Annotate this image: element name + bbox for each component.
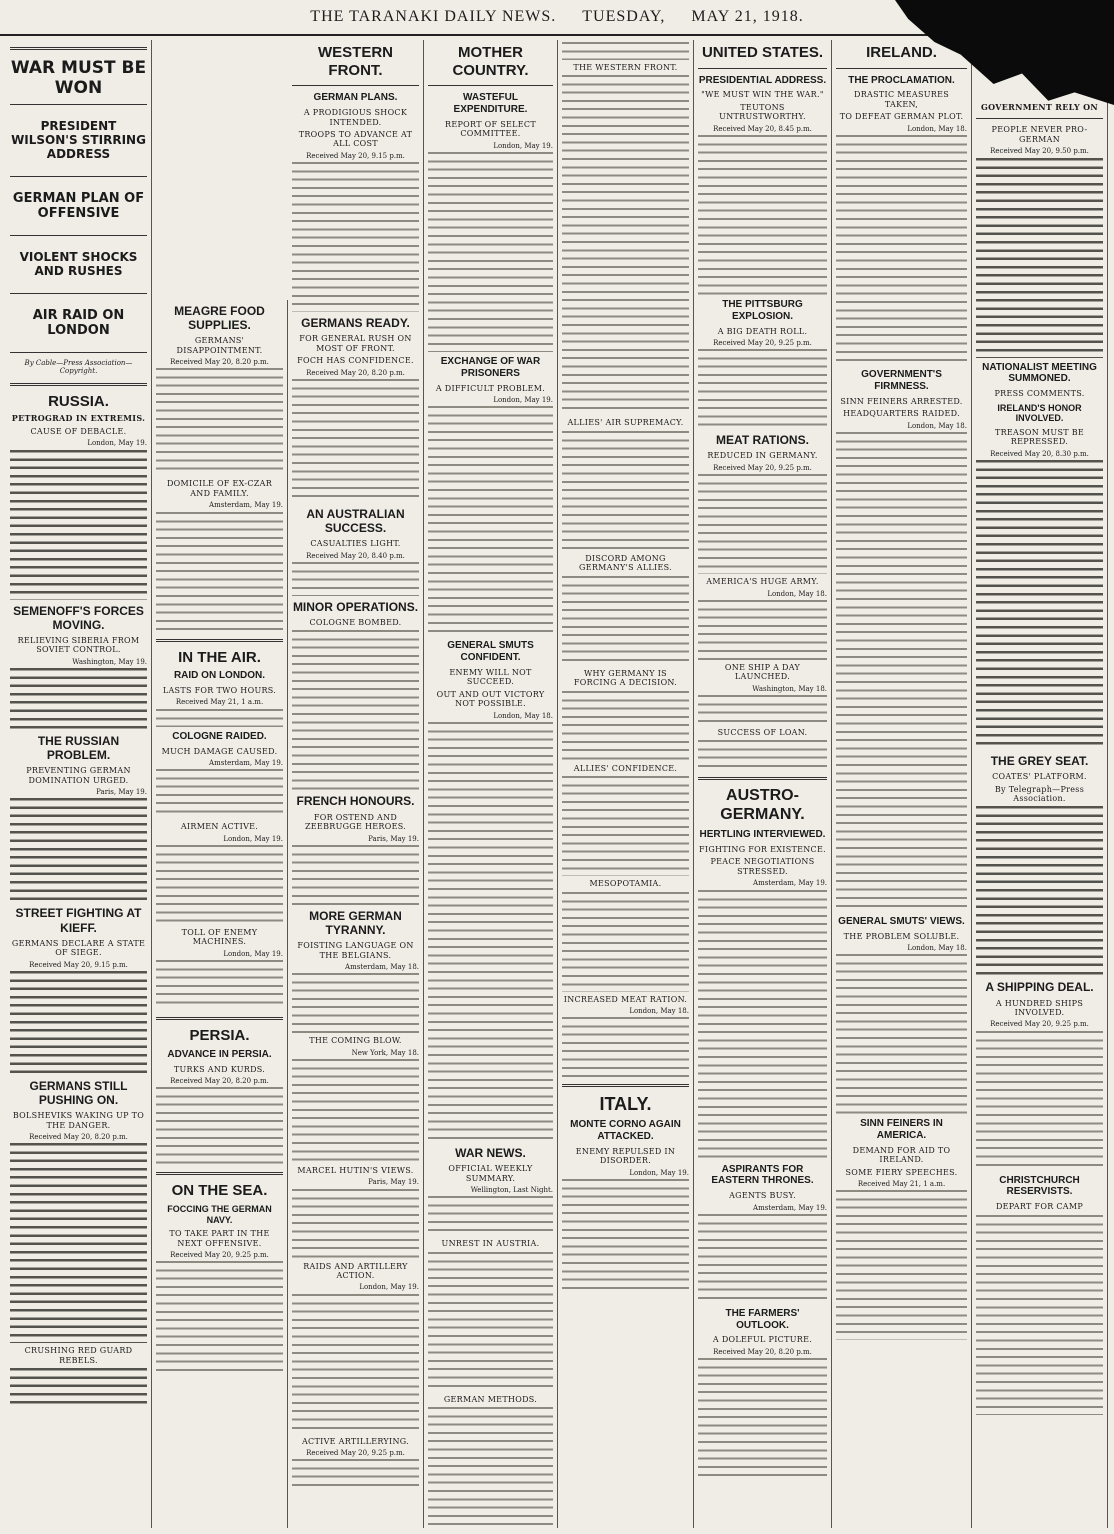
article-body <box>428 406 553 636</box>
article-body <box>698 695 827 725</box>
dateline: Received May 20, 9.25 p.m. <box>713 463 812 472</box>
dateline: Received May 20, 8.20 p.m. <box>170 1076 269 1085</box>
subhead: A PRODIGIOUS SHOCK INTENDED. <box>303 108 408 127</box>
subhead: A BIG DEATH ROLL. <box>717 326 808 336</box>
article-body <box>976 806 1103 976</box>
article-body <box>562 75 689 415</box>
subhead: GERMANS DECLARE A STATE OF SIEGE. <box>11 938 146 958</box>
subhead: TEUTONS UNTRUSTWORTHY. <box>719 102 806 122</box>
subhead: MESOPOTAMIA. <box>589 879 662 889</box>
dateline: Received May 20, 9.50 p.m. <box>990 147 1089 156</box>
dateline: London, May 18. <box>907 944 967 952</box>
section-christchurch: CHRISTCHURCH RESERVISTS. <box>999 1174 1080 1198</box>
section-farmers: THE FARMERS' OUTLOOK. <box>725 1307 800 1331</box>
subhead: FOCCING THE GERMAN NAVY. <box>167 1203 272 1225</box>
divider <box>10 47 147 50</box>
divider <box>698 777 827 780</box>
subhead: GERMANS' DISAPPOINTMENT. <box>176 336 263 355</box>
section-western-front: WESTERN FRONT. <box>318 44 393 79</box>
dateline: London, May 18. <box>907 421 967 430</box>
subhead: THE WESTERN FRONT. <box>573 63 678 72</box>
section-smuts-views: GENERAL SMUTS' VIEWS. <box>838 915 965 927</box>
subhead: GERMAN PLANS. <box>313 92 398 104</box>
article-body <box>698 135 827 295</box>
section-russia: RUSSIA. <box>48 392 109 410</box>
article-body <box>698 600 827 660</box>
subhead: PRESIDENTIAL ADDRESS. <box>698 74 827 86</box>
article-body <box>428 1196 553 1236</box>
subhead: IRELAND'S HONOR INVOLVED. <box>997 402 1082 424</box>
dateline: Amsterdam, May 18. <box>345 962 419 971</box>
subhead: ACTIVE ARTILLERYING. <box>301 1436 410 1446</box>
article-body <box>156 769 283 819</box>
subhead: RAIDS AND ARTILLERY ACTION. <box>303 1261 408 1281</box>
subhead: ADVANCE IN PERSIA. <box>167 1048 272 1060</box>
section-nationalist-meeting: NATIONALIST MEETING SUMMONED. <box>982 361 1097 385</box>
article-body <box>976 158 1103 358</box>
article-body <box>836 135 967 365</box>
article-body <box>156 960 283 1010</box>
article-body <box>292 379 419 503</box>
article-body <box>698 890 827 1160</box>
section-in-the-air: IN THE AIR. <box>178 648 261 666</box>
section-on-the-sea: ON THE SEA. <box>171 1182 268 1200</box>
divider <box>976 118 1103 119</box>
article-body <box>698 1358 827 1478</box>
divider <box>836 68 967 69</box>
section-shipping-deal: A SHIPPING DEAL. <box>985 980 1094 995</box>
headline-shocks: VIOLENT SHOCKS AND RUSHES <box>19 250 138 279</box>
subhead: DEPART FOR CAMP <box>995 1202 1084 1212</box>
dateline: Received May 20, 8.20 p.m. <box>713 1347 812 1356</box>
section-kieff: STREET FIGHTING AT KIEFF. <box>15 906 142 935</box>
article-body <box>562 892 689 992</box>
divider <box>10 383 147 386</box>
subhead: TROOPS TO ADVANCE AT ALL COST <box>298 130 413 149</box>
article-body <box>562 42 689 60</box>
subhead: FOISTING LANGUAGE ON THE BELGIANS. <box>297 941 414 960</box>
section-ireland: IRELAND. <box>866 44 937 61</box>
subhead: "WE MUST WIN THE WAR." <box>701 90 824 100</box>
article-body <box>292 1459 419 1489</box>
subhead: WASTEFUL EXPENDITURE. <box>453 92 528 116</box>
headline-air-raid: AIR RAID ON LONDON <box>32 307 125 338</box>
divider <box>10 352 147 353</box>
dateline: Amsterdam, May 19. <box>753 1203 827 1212</box>
subhead: DOMICILE OF EX-CZAR AND FAMILY. <box>166 479 273 498</box>
divider <box>292 85 419 86</box>
subhead: TOLL OF ENEMY MACHINES. <box>181 927 258 947</box>
article-body <box>292 845 419 905</box>
divider <box>428 85 553 86</box>
subhead: PEOPLE NEVER PRO-GERMAN <box>991 125 1088 144</box>
subhead: MUCH DAMAGE CAUSED. <box>161 746 278 756</box>
dateline: London, May 19. <box>223 834 283 843</box>
cable-credit: By Cable—Press Association—Copyright. <box>24 359 133 376</box>
dateline: London, May 19. <box>493 396 553 405</box>
issue-date: MAY 21, 1918. <box>691 8 804 25</box>
section-russian-problem: THE RUSSIAN PROBLEM. <box>37 733 120 763</box>
dateline: Received May 20, 8.20 p.m. <box>306 368 405 377</box>
article-body <box>562 1179 689 1289</box>
subhead: AIRMEN ACTIVE. <box>180 822 259 832</box>
dateline: London, May 19. <box>359 1283 419 1292</box>
section-australian-success: AN AUSTRALIAN SUCCESS. <box>306 506 405 536</box>
article-body <box>428 1252 553 1392</box>
subhead: THE PROBLEM SOLUBLE. <box>843 931 960 941</box>
article-body <box>698 740 827 770</box>
subhead: CASUALTIES LIGHT. <box>310 539 401 549</box>
dateline: London, May 19. <box>87 439 147 448</box>
section-meat-rations: MEAT RATIONS. <box>716 433 809 448</box>
section-french-honours: FRENCH HONOURS. <box>296 794 415 809</box>
dateline: London, May 18. <box>767 589 827 598</box>
subhead: CAUSE OF DEBACLE. <box>30 426 127 436</box>
subhead: PRESS COMMENTS. <box>994 389 1085 399</box>
subhead: LASTS FOR TWO HOURS. <box>162 686 277 696</box>
subhead: DISCORD AMONG GERMANY'S ALLIES. <box>579 553 672 573</box>
column-3 <box>288 40 424 1528</box>
issue-day: TUESDAY, <box>582 8 666 25</box>
subhead: FIGHTING FOR EXISTENCE. <box>699 844 826 854</box>
divider <box>562 1084 689 1087</box>
article-body <box>836 954 967 1114</box>
column-2 <box>152 300 288 1528</box>
subhead: A HUNDRED SHIPS INVOLVED. <box>995 998 1084 1017</box>
subhead: OUT AND OUT VICTORY NOT POSSIBLE. <box>436 689 545 709</box>
dateline: Received May 20, 8.30 p.m. <box>990 449 1089 458</box>
subhead: SUCCESS OF LOAN. <box>717 727 808 737</box>
subhead: ENEMY REPULSED IN DISORDER. <box>575 1147 676 1166</box>
subhead: PEACE NEGOTIATIONS STRESSED. <box>710 857 815 876</box>
article-body <box>836 1190 967 1340</box>
article-body <box>156 709 283 727</box>
article-body <box>156 1261 283 1371</box>
subhead: PREVENTING GERMAN DOMINATION URGED. <box>26 766 131 785</box>
subhead: REDUCED IN GERMANY. <box>707 451 818 461</box>
subhead: ENEMY WILL NOT SUCCEED. <box>449 667 532 687</box>
subhead: RELIEVING SIBERIA FROM SOVIET CONTROL. <box>17 635 140 655</box>
column-1 <box>6 40 152 1528</box>
subhead: INCREASED MEAT RATION. <box>563 994 688 1004</box>
subhead: TO DEFEAT GERMAN PLOT. <box>839 112 964 122</box>
column-7 <box>832 40 972 1528</box>
subhead: HEADQUARTERS RAIDED. <box>843 409 960 419</box>
column-8 <box>972 100 1108 1528</box>
article-body <box>292 162 419 312</box>
subhead: TO TAKE PART IN THE NEXT OFFENSIVE. <box>169 1229 270 1248</box>
dateline: Received May 20, 9.25 p.m. <box>713 339 812 348</box>
subhead: ALLIES' AIR SUPREMACY. <box>567 418 684 428</box>
article-body <box>292 1294 419 1434</box>
dateline: London, May 18. <box>493 711 553 720</box>
article-body <box>562 691 689 761</box>
article-body <box>156 368 283 476</box>
article-body <box>976 1031 1103 1171</box>
section-aspirants: ASPIRANTS FOR EASTERN THRONES. <box>711 1163 814 1187</box>
column-4 <box>424 40 558 1528</box>
section-pittsburg: THE PITTSBURG EXPLOSION. <box>722 299 803 322</box>
subhead: TREASON MUST BE REPRESSED. <box>994 427 1085 447</box>
article-body <box>698 474 827 574</box>
article-body <box>292 973 419 1033</box>
divider <box>156 1017 283 1020</box>
article-body <box>976 1215 1103 1415</box>
subhead: TURKS AND KURDS. <box>173 1064 266 1074</box>
section-war-prisoners: EXCHANGE OF WAR PRISONERS <box>440 356 541 379</box>
divider <box>698 68 827 69</box>
article-body <box>836 432 967 912</box>
dateline: London, May 18. <box>907 124 967 133</box>
divider <box>10 293 147 294</box>
article-body <box>292 1059 419 1163</box>
divider <box>10 104 147 105</box>
subhead: ONE SHIP A DAY LAUNCHED. <box>724 662 801 682</box>
subhead: FOR OSTEND AND ZEEBRUGGE HEROES. <box>304 812 407 832</box>
dateline: Received May 21, 1 a.m. <box>175 698 264 707</box>
subhead: COATES' PLATFORM. <box>992 772 1087 782</box>
dateline: London, May 19. <box>493 141 553 150</box>
dateline: Received May 20, 8.45 p.m. <box>713 124 812 133</box>
dateline: Paris, May 19. <box>368 834 419 843</box>
divider <box>10 176 147 177</box>
section-grey-seat: THE GREY SEAT. <box>990 753 1089 768</box>
dateline: Amsterdam, May 19. <box>753 879 827 888</box>
article-body <box>698 1214 827 1304</box>
article-body <box>562 576 689 666</box>
subhead: RAID ON LONDON. <box>173 670 266 682</box>
section-cologne: COLOGNE RAIDED. <box>172 730 267 742</box>
article-body <box>562 431 689 551</box>
subhead: SOME FIERY SPEECHES. <box>845 1167 958 1177</box>
subhead: FOCH HAS CONFIDENCE. <box>297 356 414 366</box>
subhead: HERTLING INTERVIEWED. <box>699 829 826 841</box>
section-pushing-on: GERMANS STILL PUSHING ON. <box>29 1078 128 1107</box>
dateline: Paris, May 19. <box>368 1178 419 1187</box>
subhead: A DIFFICULT PROBLEM. <box>435 383 546 393</box>
subhead: MONTE CORNO AGAIN ATTACKED. <box>570 1119 681 1143</box>
divider <box>156 1172 283 1175</box>
section-minor-operations: MINOR OPERATIONS. <box>292 599 419 614</box>
subhead: By Telegraph—Press Association. <box>994 784 1085 803</box>
subhead: COLOGNE BOMBED. <box>309 618 402 628</box>
section-italy: ITALY. <box>599 1094 652 1115</box>
section-govt-firmness: GOVERNMENT'S FIRMNESS. <box>861 369 942 392</box>
section-mother-country: MOTHER COUNTRY. <box>452 44 529 79</box>
subhead: GOVERNMENT RELY ON <box>981 102 1098 112</box>
article-body <box>562 776 689 876</box>
column-5 <box>558 40 694 1528</box>
article-body <box>698 349 827 429</box>
divider <box>156 639 283 642</box>
main-headline: WAR MUST BE WON <box>10 58 147 99</box>
article-body <box>292 1189 419 1259</box>
subhead: CRUSHING RED GUARD REBELS. <box>24 1346 133 1365</box>
dateline: Paris, May 19. <box>96 788 147 797</box>
dateline: Received May 20, 8.20 p.m. <box>29 1133 128 1141</box>
subhead: BOLSHEVIKS WAKING UP TO THE DANGER. <box>12 1111 145 1130</box>
dateline: Received May 20, 9.15 p.m. <box>29 960 128 969</box>
newspaper-name: THE TARANAKI DAILY NEWS. <box>310 8 557 25</box>
dateline: Received May 20, 8.40 p.m. <box>306 551 405 560</box>
article-body <box>292 562 419 596</box>
dateline: Received May 20, 9.15 p.m. <box>306 151 405 160</box>
dateline: London, May 18. <box>629 1006 689 1015</box>
subhead: A DOLEFUL PICTURE. <box>712 1335 813 1345</box>
subhead: AGENTS BUSY. <box>729 1191 796 1201</box>
dateline: Amsterdam, May 19. <box>209 758 283 767</box>
article-body <box>156 512 283 632</box>
section-semenoff: SEMENOFF'S FORCES MOVING. <box>13 603 144 632</box>
section-germans-ready: GERMANS READY. <box>301 316 410 331</box>
section-war-news: WAR NEWS. <box>455 1145 526 1160</box>
section-smuts-confident: GENERAL SMUTS CONFIDENT. <box>447 640 534 664</box>
dateline: London, May 19. <box>629 1168 689 1177</box>
subhead: WHY GERMANY IS FORCING A DECISION. <box>573 668 678 688</box>
article-body <box>156 845 283 925</box>
headline-german-plan: GERMAN PLAN OF OFFENSIVE <box>12 190 145 221</box>
subhead: REPORT OF SELECT COMMITTEE. <box>445 119 536 139</box>
section-german-tyranny: MORE GERMAN TYRANNY. <box>309 908 402 937</box>
subhead: THE PROCLAMATION. <box>848 74 955 86</box>
subhead: UNREST IN AUSTRIA. <box>441 1239 540 1249</box>
article-body <box>10 1143 147 1343</box>
dateline: Received May 20, 9.25 p.m. <box>170 1250 269 1259</box>
dateline: Received May 20, 8.20 p.m. <box>170 358 269 367</box>
dateline: New York, May 18. <box>351 1048 419 1057</box>
article-body <box>428 152 553 352</box>
subhead: FOR GENERAL RUSH ON MOST OF FRONT. <box>299 334 412 353</box>
subhead: PETROGRAD IN EXTREMIS. <box>11 413 146 424</box>
subhead: THE COMING BLOW. <box>309 1036 402 1046</box>
column-6 <box>694 40 832 1528</box>
section-sinn-feiners-america: SINN FEINERS IN AMERICA. <box>860 1118 943 1142</box>
dateline: Received May 20, 9.25 p.m. <box>990 1020 1089 1029</box>
article-body <box>156 1087 283 1165</box>
dateline: Washington, May 18. <box>752 684 827 693</box>
subhead: GERMAN METHODS. <box>443 1394 538 1404</box>
article-body <box>562 1017 689 1077</box>
article-body <box>428 722 553 1142</box>
article-body <box>292 630 419 790</box>
dateline: Received May 20, 9.25 p.m. <box>306 1449 405 1458</box>
divider <box>10 235 147 236</box>
article-body <box>10 971 147 1075</box>
dateline: Washington, May 19. <box>72 657 147 666</box>
headline-wilson: PRESIDENT WILSON'S STIRRING ADDRESS <box>11 119 146 162</box>
article-body <box>10 450 147 600</box>
dateline: Wellington, Last Night. <box>470 1186 553 1194</box>
section-persia: PERSIA. <box>189 1027 250 1045</box>
section-austro-germany: AUSTRO-GERMANY. <box>720 787 805 824</box>
subhead: ALLIES' CONFIDENCE. <box>573 763 678 773</box>
article-body <box>10 798 147 902</box>
dateline: Received May 21, 1 a.m. <box>857 1180 946 1189</box>
dateline: London, May 19. <box>223 949 283 958</box>
section-food: MEAGRE FOOD SUPPLIES. <box>174 304 265 333</box>
subhead: DEMAND FOR AID TO IRELAND. <box>852 1145 951 1165</box>
article-body <box>428 1407 553 1527</box>
subhead: OFFICIAL WEEKLY SUMMARY. <box>448 1164 533 1183</box>
article-body <box>976 460 1103 750</box>
subhead: DRASTIC MEASURES TAKEN, <box>853 90 950 109</box>
article-body <box>10 668 147 730</box>
dateline: Amsterdam, May 19. <box>209 501 283 510</box>
subhead: SINN FEINERS ARRESTED. <box>840 396 963 406</box>
article-body <box>10 1368 147 1408</box>
section-united-states: UNITED STATES. <box>701 44 824 61</box>
subhead: AMERICA'S HUGE ARMY. <box>706 577 819 587</box>
subhead: MARCEL HUTIN'S VIEWS. <box>297 1165 414 1175</box>
